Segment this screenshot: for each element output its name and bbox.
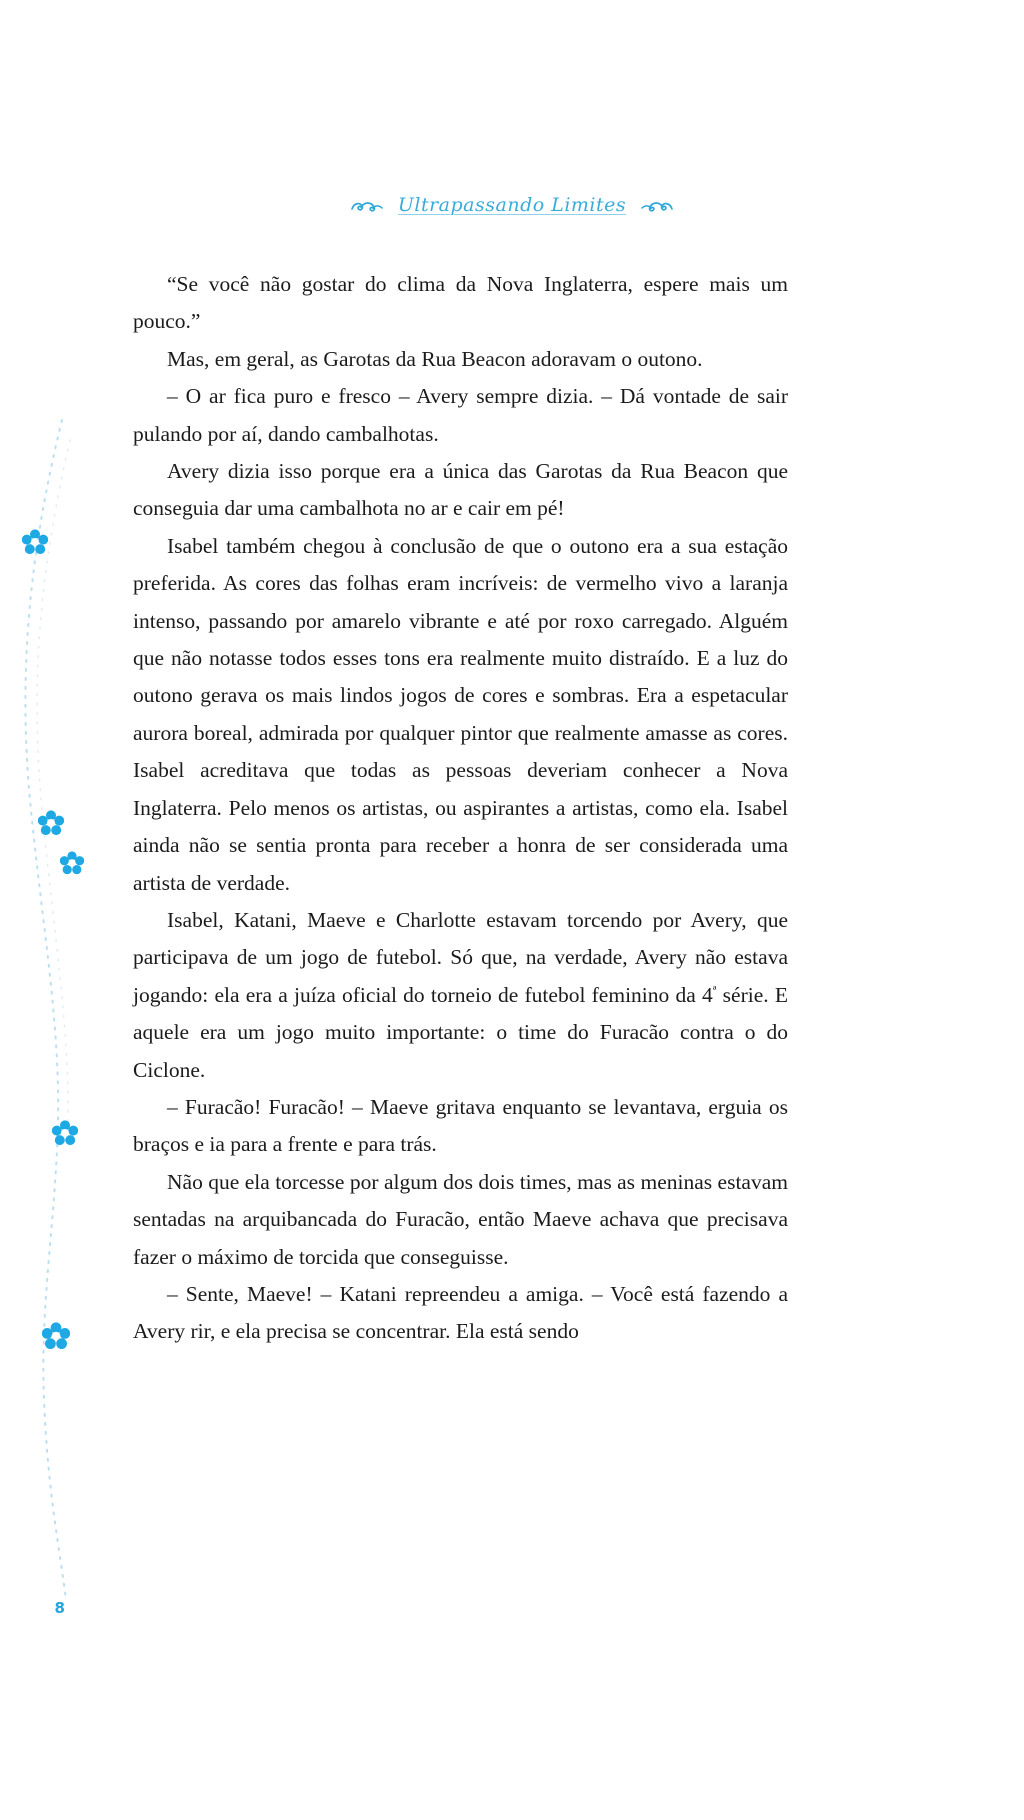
paragraph-7: – Furacão! Furacão! – Maeve gritava enquanto se levantava, erguia os braços e ia para a frente e para trás. — [133, 1094, 788, 1157]
page-number: 8 — [54, 1599, 66, 1617]
flower-icon-1 — [22, 529, 48, 555]
running-head-title: Ultrapassando Limites — [397, 194, 627, 216]
flower-icon-5 — [42, 1322, 70, 1350]
paragraph-1: “Se você não gostar do clima da Nova Inglaterra, espere mais um pouco.” — [133, 272, 788, 334]
ordinal-indicator: ª — [712, 982, 717, 998]
paragraph-2: Mas, em geral, as Garotas da Rua Beacon adoravam o outono. — [167, 346, 703, 371]
running-head — [0, 196, 1024, 215]
flower-icon-4 — [52, 1120, 78, 1146]
paragraph-3: – O ar fica puro e fresco – Avery sempre dizia. – Dá vontade de sair pulando por aí, dando cambalhotas. — [133, 384, 788, 446]
flourish-left-icon — [350, 197, 384, 215]
flower-icon-3 — [60, 851, 84, 875]
paragraph-5: Isabel também chegou à conclusão de que o outono era a sua estação preferida. As cores das folhas eram incríveis: de vermelho vivo a laranja intenso, passando por amarelo vibrante e até por roxo carregado. Alguém que não notasse todos esses tons era realmente muito distraído. E a luz do outono gerava os mais lindos jogos de cores e sombras. Era a espetacular aurora boreal, admirada por qualquer pintor que realmente amasse as cores. Isabel acreditava que todas as pessoas deveriam conhecer a Nova Inglaterra. Pelo menos os artistas, ou aspirantes a artistas, como ela. Isabel ainda não se sentia pronta para receber a honra de ser considerada uma artista de verdade. — [133, 533, 788, 895]
body-text-column — [133, 266, 788, 1351]
margin-vine-decoration — [0, 420, 150, 1600]
paragraph-8: Não que ela torcesse por algum dos dois times, mas as meninas estavam sentadas na arquibancada do Furacão, então Maeve achava que precisava fazer o máximo de torcida que conseguisse. — [133, 1169, 788, 1269]
paragraph-9: – Sente, Maeve! – Katani repreendeu a amiga. – Você está fazendo a Avery rir, e ela precisa se concentrar. Ela está sendo — [133, 1281, 788, 1344]
paragraph-6-text-after: série. E aquele era um jogo muito importante: o time do Furacão contra o do Ciclone. — [133, 982, 788, 1082]
paragraph-4: Avery dizia isso porque era a única das Garotas da Rua Beacon que conseguia dar uma cambalhota no ar e cair em pé! — [133, 459, 788, 521]
flourish-right-icon — [640, 197, 674, 215]
flower-icon-2 — [38, 810, 64, 836]
paragraph-6 — [133, 902, 788, 1089]
paragraph-6-text-before: Isabel, Katani, Maeve e Charlotte estavam torcendo por Avery, que participava de um jogo de futebol. Só que, na verdade, Avery não estava jogando: ela era a juíza oficial do torneio de futebol feminino da 4 — [133, 907, 788, 1007]
